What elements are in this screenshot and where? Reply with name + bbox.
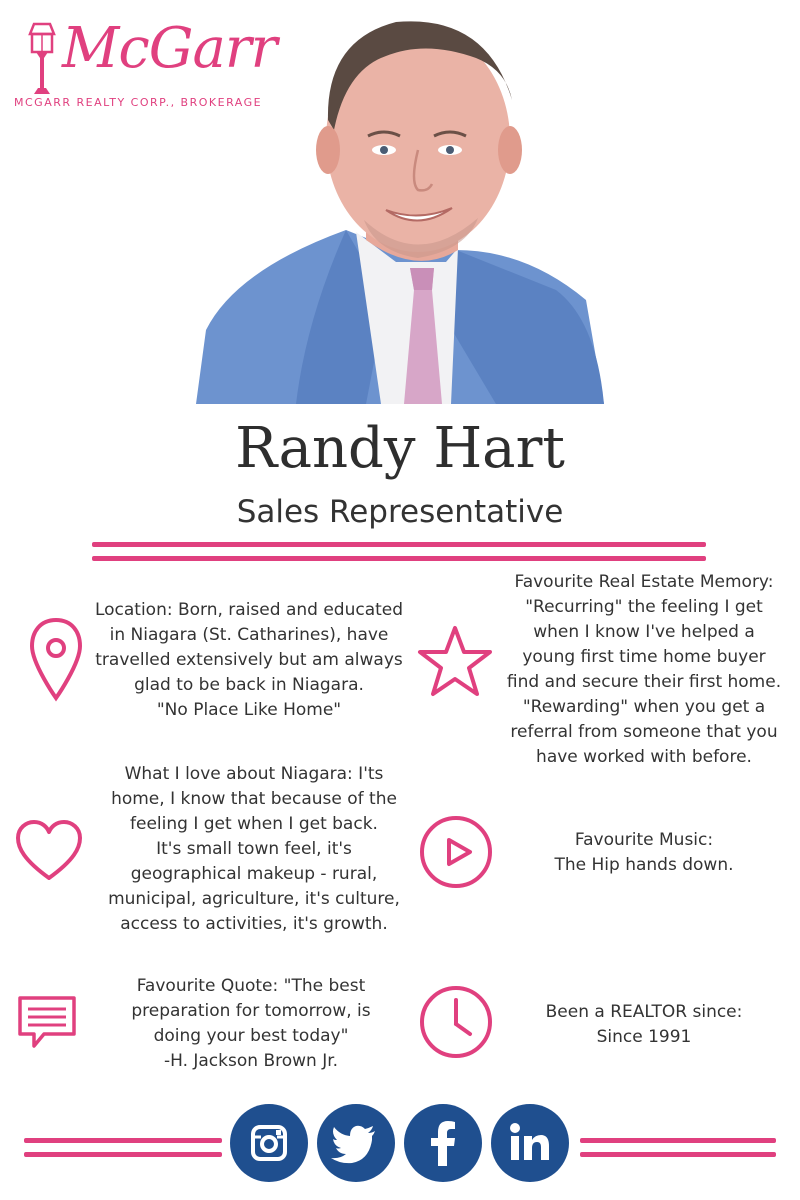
music-line: Favourite Music: (574, 830, 714, 850)
location-line: travelled extensively but am always (95, 650, 403, 670)
instagram-link[interactable] (230, 1104, 308, 1182)
love-line: home, I know that because of the (111, 789, 397, 809)
quote-line: Favourite Quote: "The best (136, 976, 366, 996)
agent-name: Randy Hart (235, 416, 565, 481)
facebook-link[interactable] (404, 1104, 482, 1182)
facebook-icon (404, 1104, 482, 1182)
twitter-icon (317, 1104, 395, 1182)
divider-line (92, 542, 706, 547)
love-line: access to activities, it's growth. (120, 914, 388, 934)
location-line: Location: Born, raised and educated (94, 600, 404, 620)
location-text (76, 598, 422, 723)
location-line: "No Place Like Home" (156, 700, 342, 720)
love-line: feeling I get when I get back. (130, 814, 378, 834)
divider-line (24, 1152, 222, 1157)
love-line: geographical makeup - rural, (130, 864, 378, 884)
realtor-since-line: Been a REALTOR since: (545, 1002, 743, 1022)
speech-bubble-icon (16, 994, 78, 1052)
play-icon (418, 814, 494, 890)
love-line: municipal, agriculture, it's culture, (108, 889, 400, 909)
memory-line: referral from someone that you (510, 722, 778, 742)
love-text (86, 762, 422, 937)
music-line: The Hip hands down. (554, 855, 734, 875)
linkedin-icon (491, 1104, 569, 1182)
heart-icon (14, 816, 84, 886)
memory-line: young first time home buyer (522, 647, 766, 667)
logo-script: McGarr (62, 16, 277, 81)
divider-line (24, 1138, 222, 1143)
memory-line: Favourite Real Estate Memory: (514, 572, 774, 592)
twitter-link[interactable] (317, 1104, 395, 1182)
quote-line: -H. Jackson Brown Jr. (163, 1051, 339, 1071)
quote-line: preparation for tomorrow, is (131, 1001, 371, 1021)
love-line: It's small town feel, it's (156, 839, 352, 859)
quote-line: doing your best today" (153, 1026, 349, 1046)
realtor-since-line: Since 1991 (596, 1027, 692, 1047)
profile-photo (196, 0, 604, 404)
memory-line: "Rewarding" when you get a (522, 697, 766, 717)
star-icon (416, 622, 494, 700)
memory-line: have worked with before. (536, 747, 752, 767)
clock-icon (418, 984, 494, 1060)
memory-line: "Recurring" the feeling I get (525, 597, 763, 617)
divider-line (92, 556, 706, 561)
linkedin-link[interactable] (491, 1104, 569, 1182)
agent-role: Sales Representative (236, 494, 564, 530)
lamp-post-icon (22, 20, 62, 96)
memory-text (492, 570, 796, 770)
love-line: What I love about Niagara: I'ts (124, 764, 384, 784)
location-line: in Niagara (St. Catharines), have (109, 625, 389, 645)
memory-line: when I know I've helped a (533, 622, 755, 642)
quote-text (96, 974, 406, 1074)
instagram-icon (230, 1104, 308, 1182)
location-line: glad to be back in Niagara. (134, 675, 364, 695)
divider-line (580, 1138, 776, 1143)
divider-line (580, 1152, 776, 1157)
music-text (500, 828, 788, 878)
realtor-since-text (500, 1000, 788, 1050)
memory-line: find and secure their first home. (506, 672, 782, 692)
logo-subtitle: MCGARR REALTY CORP., BROKERAGE (14, 96, 263, 109)
